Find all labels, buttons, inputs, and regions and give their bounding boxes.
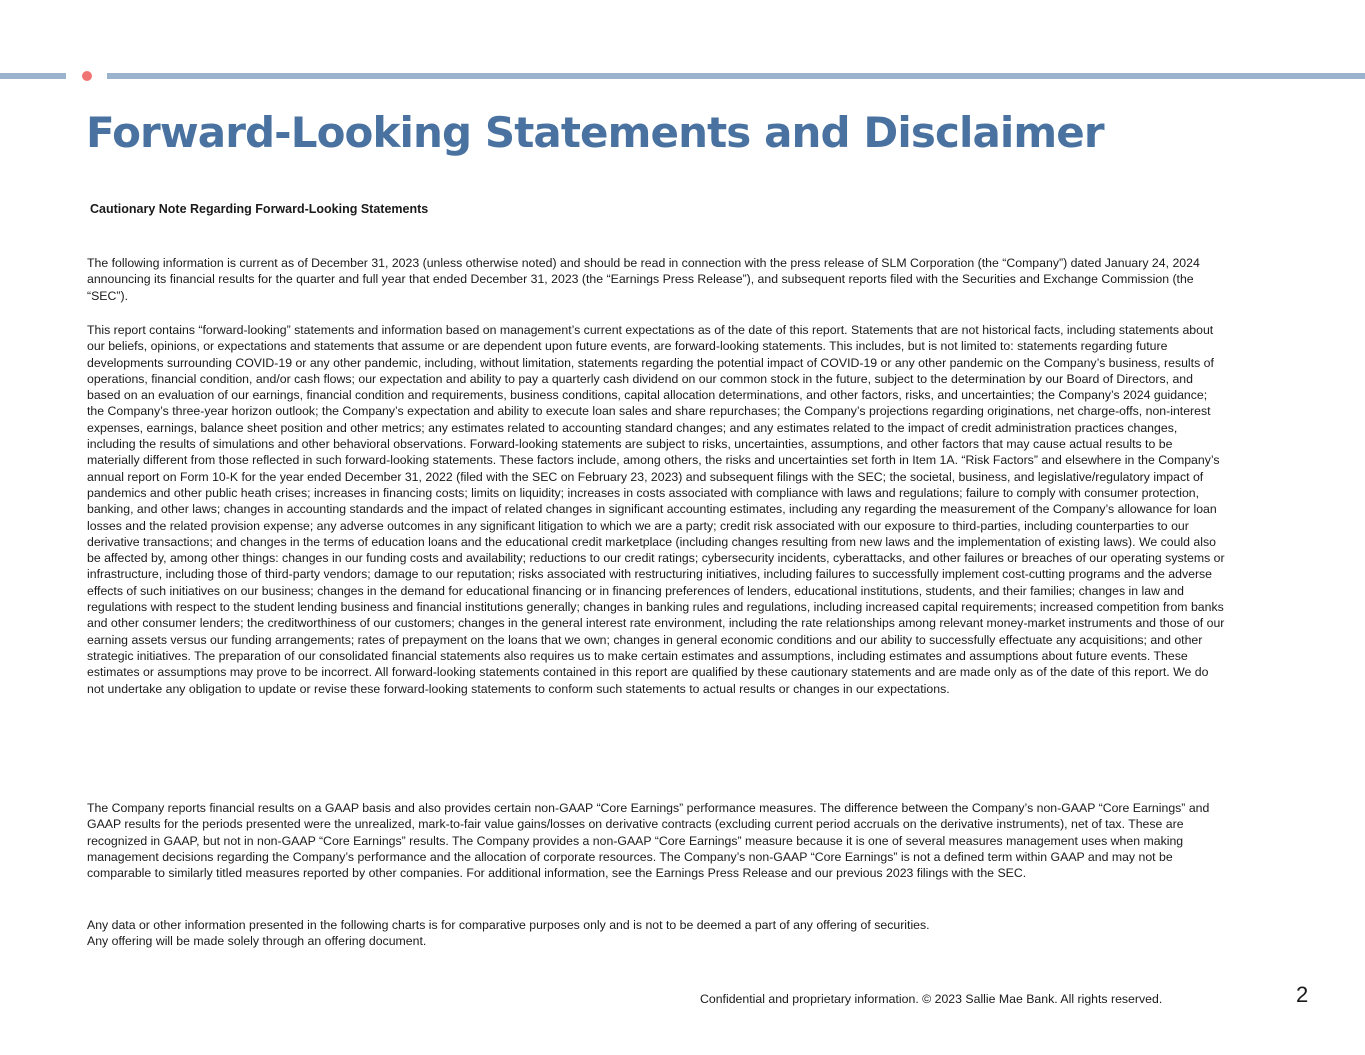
- header-rule-left: [0, 73, 66, 79]
- page-title: Forward-Looking Statements and Disclaimer: [86, 108, 1104, 157]
- page-number: 2: [1296, 982, 1309, 1007]
- section-subtitle: Cautionary Note Regarding Forward-Looking Statements: [90, 202, 429, 216]
- paragraph-current-information: The following information is current as of December 31, 2023 (unless otherwise noted) and should be read in connection with the press release of SLM Corporation (the “Company”) dated January 24, 2024 announcing its financial results for the quarter and full year that ended December 31, 2023 (the “Earnings Press Release”), and subsequent reports filed with the Securities and Exchange Commission (the “SEC”).: [87, 256, 1200, 303]
- header-rule-right: [107, 73, 1365, 79]
- disclaimer-line-1: Any data or other information presented in the following charts is for comparative purposes only and is not to be deemed a part of any offering of securities.: [87, 918, 930, 932]
- header-accent-dot: [82, 71, 92, 81]
- footer-copyright: Confidential and proprietary information. © 2023 Sallie Mae Bank. All rights reserved.: [700, 992, 1163, 1006]
- paragraph-non-gaap: The Company reports financial results on a GAAP basis and also provides certain non-GAAP “Core Earnings” performance measures. The difference between the Company’s non-GAAP “Core Earnings” and GAAP results for the periods presented were the unrealized, mark-to-fair value gains/losses on derivative contracts (excluding current period accruals on the derivative instruments), net of tax. These are recognized in GAAP, but not in non-GAAP “Core Earnings” results. The Company provides a non-GAAP “Core Earnings” measure because it is one of several measures management uses when making management decisions regarding the Company’s performance and the allocation of corporate resources. The Company’s non-GAAP “Core Earnings” is not a defined term within GAAP and may not be comparable to similarly titled measures reported by other companies. For additional information, see the Earnings Press Release and our previous 2023 filings with the SEC.: [87, 801, 1210, 881]
- disclaimer-line-2: Any offering will be made solely through an offering document.: [87, 934, 427, 949]
- paragraph-forward-looking: This report contains “forward-looking” statements and information based on management’s current expectations as of the date of this report. Statements that are not historical facts, including statements about our beliefs, opinions, or expectations and statements that assume or are dependent upon future events, are forward-looking statements. This includes, but is not limited to: statements regarding future developments surrounding COVID-19 or any other pandemic, including, without limitation, statements regarding the potential impact of COVID-19 or any other pandemic on the Company’s business, results of operations, financial condition, and/or cash flows; our expectation and ability to pay a quarterly cash dividend on our common stock in the future, subject to the determination by our Board of Directors, and based on an evaluation of our earnings, financial condition and requirements, business conditions, capital allocation determinations, and other factors, risks, and uncertainties; the Company’s 2024 guidance; the Company’s three-year horizon outlook; the Company’s expectation and ability to execute loan sales and share repurchases; the Company’s projections regarding originations, net charge-offs, non-interest expenses, earnings, balance sheet position and other metrics; any estimates related to accounting standard changes; and any estimates related to the impact of credit administration practices changes, including the results of simulations and other behavioral observations. Forward-looking statements are subject to risks, uncertainties, assumptions, and other factors that may cause actual results to be materially different from those reflected in such forward-looking statements. These factors include, among others, the risks and uncertainties set forth in Item 1A. “Risk Factors” and elsewhere in the Company’s annual report on Form 10-K for the year ended December 31, 2022 (filed with the SEC on February 23, 2023) and subsequent filings with the SEC; the societal, business, and legislative/regulatory impact of pandemics and other public heath crises; increases in financing costs; limits on liquidity; increases in costs associated with compliance with laws and regulations; failure to comply with consumer protection, banking, and other laws; changes in accounting standards and the impact of related changes in significant accounting estimates, including any regarding the measurement of the Company’s allowance for loan losses and the related provision expense; any adverse outcomes in any significant litigation to which we are a party; credit risk associated with our exposure to third-parties, including counterparties to our derivative transactions; and changes in the terms of education loans and the educational credit marketplace (including changes resulting from new laws and the implementation of existing laws). We could also be affected by, among other things: changes in our funding costs and availability; reductions to our credit ratings; cybersecurity incidents, cyberattacks, and other failures or breaches of our operating systems or infrastructure, including those of third-party vendors; damage to our reputation; risks associated with restructuring initiatives, including failures to successfully implement cost-cutting programs and the adverse effects of such initiatives on our business; changes in the demand for educational financing or in financing preferences of lenders, educational institutions, students, and their families; changes in law and regulations with respect to the student lending business and financial institutions generally; changes in banking rules and regulations, including increased capital requirements; increased competition from banks and other consumer lenders; the creditworthiness of our customers; changes in the general interest rate environment, including the rate relationships among relevant money-market instruments and those of our earning assets versus our funding arrangements; rates of prepayment on the loans that we own; changes in general economic conditions and our ability to successfully effectuate any acquisitions; and other strategic initiatives. The preparation of our consolidated financial statements also requires us to make certain estimates and assumptions, including estimates and assumptions about future events. These estimates or assumptions may prove to be incorrect. All forward-looking statements contained in this report are qualified by these cautionary statements and are made only as of the date of this report. We do not undertake any obligation to update or revise these forward-looking statements to conform such statements to actual results or changes in our expectations.: [87, 323, 1225, 696]
- offering-disclaimer: [87, 917, 1227, 950]
